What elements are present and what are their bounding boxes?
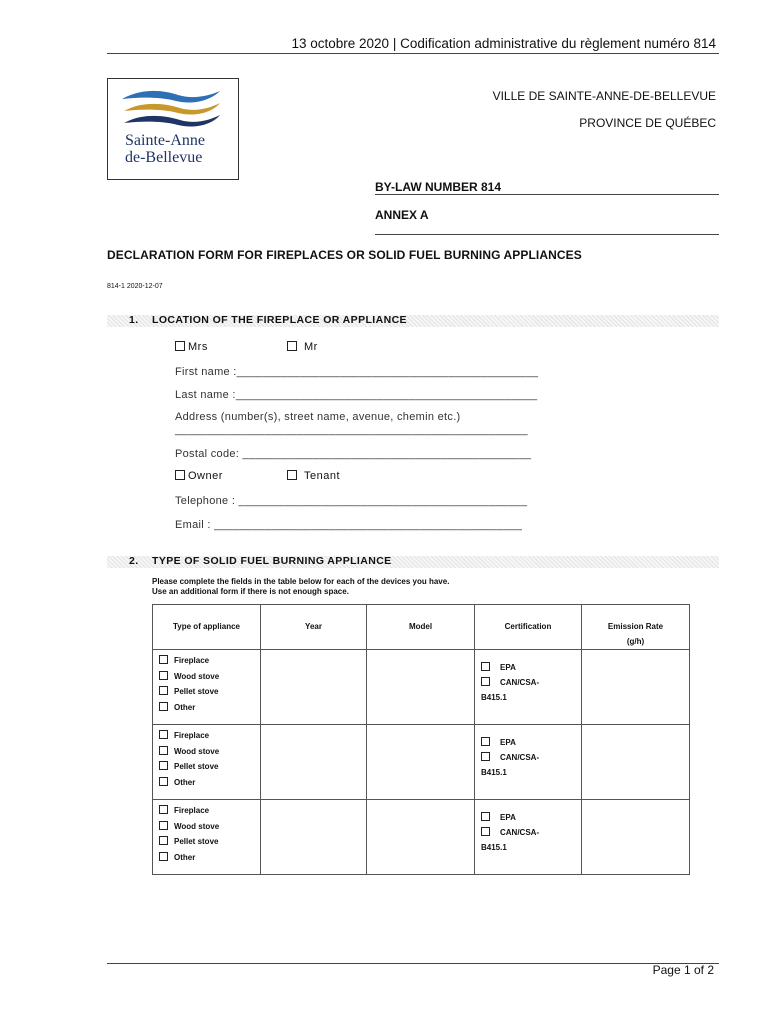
certification-cell xyxy=(475,650,582,725)
option-label: EPA xyxy=(500,813,516,822)
year-cell[interactable] xyxy=(261,725,367,800)
table-row xyxy=(153,650,690,725)
tenant-label: Tenant xyxy=(304,470,341,482)
option-label: Other xyxy=(174,777,196,787)
mr-label: Mr xyxy=(304,341,318,353)
model-cell[interactable] xyxy=(367,800,475,875)
checkbox[interactable] xyxy=(159,671,168,680)
option-label: Pellet stove xyxy=(174,762,219,771)
mr-option[interactable] xyxy=(287,341,318,353)
checkbox[interactable] xyxy=(481,737,490,746)
option-label: EPA xyxy=(500,663,516,672)
header-divider xyxy=(107,53,719,54)
cert-option-epa[interactable] xyxy=(481,812,581,827)
appliance-table xyxy=(152,604,690,875)
checkbox[interactable] xyxy=(159,746,168,755)
tenant-checkbox[interactable] xyxy=(287,470,297,480)
form-title: DECLARATION FORM FOR FIREPLACES OR SOLID FUEL BURNING APPLIANCES xyxy=(107,248,582,262)
certification-cell xyxy=(475,725,582,800)
option-label: CAN/CSA- xyxy=(500,678,540,687)
appliance-type-cell xyxy=(153,725,261,800)
cert-option-csa[interactable] xyxy=(481,752,581,767)
emission-rate-label: Emission Rate xyxy=(607,622,664,631)
telephone-field[interactable]: Telephone : _____________________________________________ xyxy=(175,495,528,507)
checkbox[interactable] xyxy=(481,677,490,686)
running-header: 13 octobre 2020 | Codification administrative du règlement numéro 814 xyxy=(291,36,716,51)
col-type-of-appliance: Type of appliance xyxy=(153,605,261,650)
year-cell[interactable] xyxy=(261,800,367,875)
emission-rate-cell[interactable] xyxy=(582,650,690,725)
certification-cell xyxy=(475,800,582,875)
cert-option-csa[interactable] xyxy=(481,677,581,692)
cert-csa-code: B415.1 xyxy=(481,768,507,777)
year-cell[interactable] xyxy=(261,650,367,725)
table-instruction-1: Please complete the fields in the table below for each of the devices you have. xyxy=(152,577,450,586)
checkbox[interactable] xyxy=(481,662,490,671)
mrs-option[interactable] xyxy=(175,341,208,353)
col-certification: Certification xyxy=(475,605,582,650)
page-number: Page 1 of 2 xyxy=(652,963,714,977)
col-emission-rate xyxy=(582,605,690,650)
type-option-pellet-stove[interactable] xyxy=(159,836,260,852)
table-row xyxy=(153,725,690,800)
appliance-type-cell xyxy=(153,650,261,725)
logo-wordmark xyxy=(125,132,205,166)
province-name: PROVINCE DE QUÉBEC xyxy=(579,116,716,130)
postal-code-field[interactable]: Postal code: _____________________________________________ xyxy=(175,448,532,460)
city-name: VILLE DE SAINTE-ANNE-DE-BELLEVUE xyxy=(492,89,716,103)
type-option-other[interactable] xyxy=(159,852,260,868)
email-field[interactable]: Email : ________________________________________________ xyxy=(175,519,523,531)
mr-checkbox[interactable] xyxy=(287,341,297,351)
type-option-pellet-stove[interactable] xyxy=(159,761,260,777)
option-label: Fireplace xyxy=(174,731,210,740)
option-label: Other xyxy=(174,852,196,862)
option-label: Pellet stove xyxy=(174,687,219,696)
owner-checkbox[interactable] xyxy=(175,470,185,480)
option-label: CAN/CSA- xyxy=(500,828,540,837)
type-option-fireplace[interactable] xyxy=(159,655,260,671)
bylaw-divider xyxy=(375,194,719,195)
checkbox[interactable] xyxy=(481,752,490,761)
option-label: Other xyxy=(174,702,196,712)
address-label: Address (number(s), street name, avenue, chemin etc.) xyxy=(175,411,461,423)
form-reference: 814-1 2020-12-07 xyxy=(107,283,163,290)
table-header-row xyxy=(153,605,690,650)
owner-option[interactable] xyxy=(175,470,223,482)
section-2-title: TYPE OF SOLID FUEL BURNING APPLIANCE xyxy=(152,555,392,567)
emission-rate-cell[interactable] xyxy=(582,725,690,800)
checkbox[interactable] xyxy=(159,821,168,830)
last-name-field[interactable]: Last name :_______________________________________________ xyxy=(175,389,538,401)
cert-option-csa[interactable] xyxy=(481,827,581,842)
col-year: Year xyxy=(261,605,367,650)
annex-label: ANNEX A xyxy=(375,208,429,222)
cert-option-epa[interactable] xyxy=(481,737,581,752)
model-cell[interactable] xyxy=(367,650,475,725)
type-option-fireplace[interactable] xyxy=(159,805,260,821)
mrs-label: Mrs xyxy=(188,341,208,353)
type-option-other[interactable] xyxy=(159,777,260,793)
checkbox[interactable] xyxy=(481,827,490,836)
checkbox[interactable] xyxy=(159,686,168,695)
mrs-checkbox[interactable] xyxy=(175,341,185,351)
cert-csa-code: B415.1 xyxy=(481,693,507,702)
checkbox[interactable] xyxy=(159,761,168,770)
checkbox[interactable] xyxy=(159,730,168,739)
option-label: EPA xyxy=(500,738,516,747)
logo-line-1: Sainte-Anne xyxy=(125,132,205,149)
checkbox[interactable] xyxy=(159,836,168,845)
bylaw-number: BY-LAW NUMBER 814 xyxy=(375,180,502,194)
option-label: Wood stove xyxy=(174,671,220,681)
section-2-number: 2. xyxy=(129,555,139,567)
checkbox[interactable] xyxy=(159,777,168,786)
tenant-option[interactable] xyxy=(287,470,340,482)
table-row xyxy=(153,800,690,875)
address-field[interactable]: _______________________________________________________ xyxy=(175,424,528,436)
option-label: Wood stove xyxy=(174,746,220,756)
type-option-wood-stove[interactable] xyxy=(159,821,260,837)
type-option-fireplace[interactable] xyxy=(159,730,260,746)
section-1-header xyxy=(107,315,719,327)
cert-csa-code: B415.1 xyxy=(481,843,507,852)
model-cell[interactable] xyxy=(367,725,475,800)
type-option-other[interactable] xyxy=(159,702,260,718)
checkbox[interactable] xyxy=(159,655,168,664)
checkbox[interactable] xyxy=(159,852,168,861)
cert-option-epa[interactable] xyxy=(481,662,581,677)
emission-rate-unit: (g/h) xyxy=(626,637,645,646)
annex-divider xyxy=(375,234,719,235)
first-name-field[interactable]: First name :_______________________________________________ xyxy=(175,366,539,378)
checkbox[interactable] xyxy=(159,702,168,711)
option-label: Fireplace xyxy=(174,806,210,815)
option-label: Pellet stove xyxy=(174,837,219,846)
type-option-pellet-stove[interactable] xyxy=(159,686,260,702)
checkbox[interactable] xyxy=(481,812,490,821)
option-label: Fireplace xyxy=(174,656,210,665)
type-option-wood-stove[interactable] xyxy=(159,671,260,687)
table-instruction-2: Use an additional form if there is not enough space. xyxy=(152,587,349,596)
section-1-number: 1. xyxy=(129,314,139,326)
logo-line-2: de-Bellevue xyxy=(125,149,203,166)
section-1-title: LOCATION OF THE FIREPLACE OR APPLIANCE xyxy=(152,314,407,326)
col-model: Model xyxy=(367,605,475,650)
option-label: CAN/CSA- xyxy=(500,753,540,762)
section-2-header xyxy=(107,556,719,568)
option-label: Wood stove xyxy=(174,821,220,831)
appliance-type-cell xyxy=(153,800,261,875)
emission-rate-cell[interactable] xyxy=(582,800,690,875)
owner-label: Owner xyxy=(188,470,223,482)
checkbox[interactable] xyxy=(159,805,168,814)
type-option-wood-stove[interactable] xyxy=(159,746,260,762)
